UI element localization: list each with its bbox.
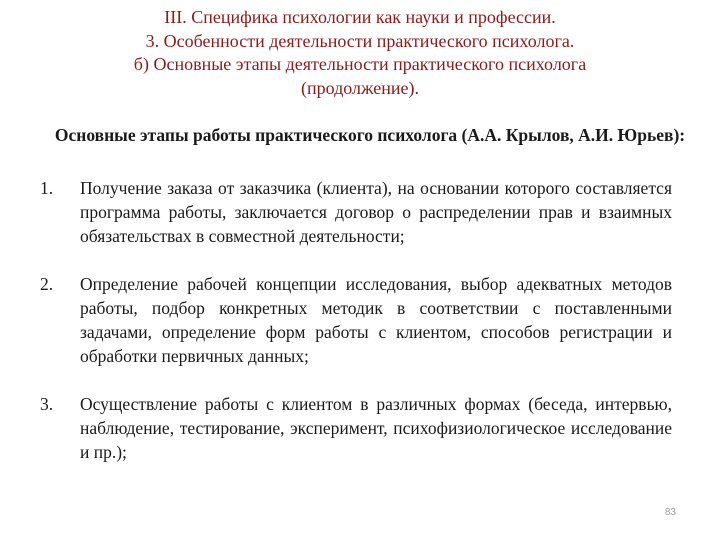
- slide-title: [60, 6, 660, 100]
- list-item-text: Осуществление работы с клиентом в различных формах (беседа, интервью, наблюдение, тестирование, эксперимент, психофизиологическое исследование и пр.);: [80, 394, 672, 462]
- page-number: 83: [664, 507, 676, 518]
- stages-list: [40, 176, 672, 464]
- list-item-text: Определение рабочей концепции исследования, выбор адекватных методов работы, подбор конкретных методик в соответствии с поставленными задачами, определение форм работы с клиентом, способов регистрации и обработки первичных данных;: [80, 274, 672, 366]
- list-item-number: 2.: [40, 274, 54, 294]
- title-line-4: (продолжение).: [301, 77, 419, 98]
- list-item-text: Получение заказа от заказчика (клиента), на основании которого составляется программа работы, заключается договор о распределении прав и взаимных обязательствах в совместной деятельности;: [80, 178, 672, 246]
- section-subtitle: Основные этапы работы практического психолога (А.А. Крылов, А.И. Юрьев):: [54, 125, 686, 145]
- list-item-number: 1.: [40, 178, 54, 198]
- title-line-1: III. Специфика психологии как науки и профессии.: [164, 7, 556, 27]
- list-item-number: 3.: [40, 394, 54, 414]
- list-item: [40, 392, 672, 464]
- title-line-2: 3. Особенности деятельности практического психолога.: [145, 30, 575, 51]
- list-item: [40, 272, 672, 368]
- title-line-3: б) Основные этапы деятельности практического психолога: [133, 54, 587, 74]
- list-item: [40, 176, 672, 248]
